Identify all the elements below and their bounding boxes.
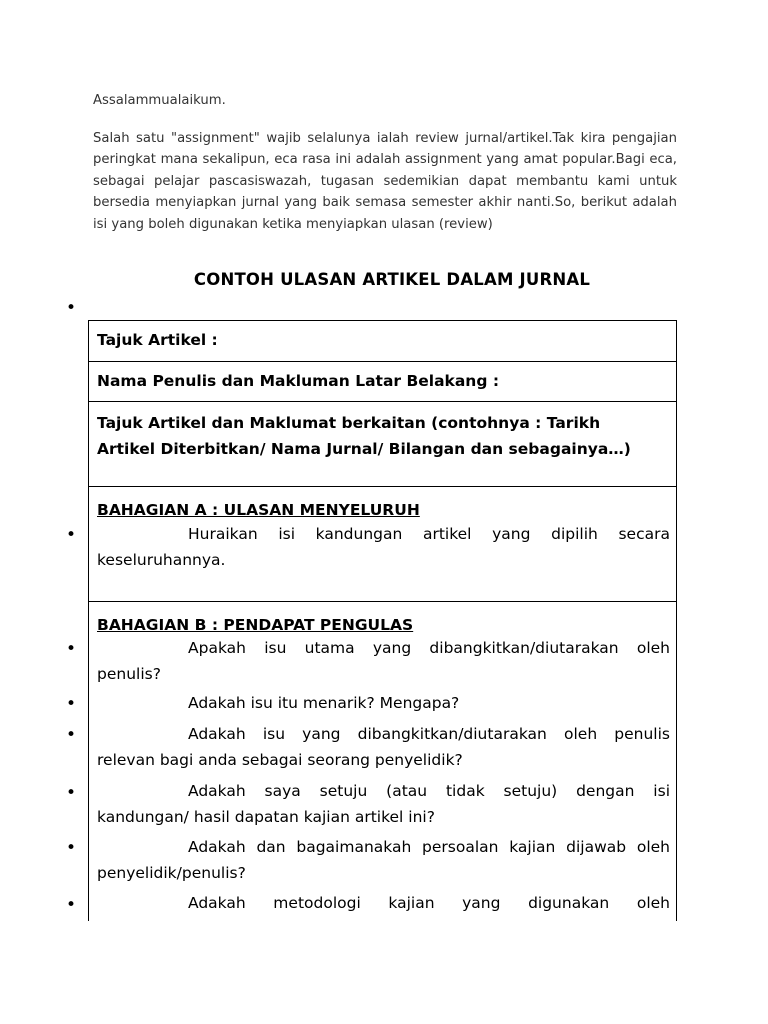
bullet: • (66, 838, 77, 858)
question-6-line1: Adakah metodologi kajian yang digunakan oleh (188, 894, 670, 912)
section-a (89, 487, 676, 602)
bullet: • (66, 895, 77, 915)
question-3-line1: Adakah isu yang dibangkitkan/diutarakan oleh penulis (188, 725, 670, 743)
question-4-line1: Adakah saya setuju (atau tidak setuju) dengan isi (188, 782, 670, 800)
row-label-nama-penulis: Nama Penulis dan Makluman Latar Belakang : (97, 372, 500, 390)
bullet: • (66, 639, 77, 659)
bullet: • (66, 525, 77, 545)
section-b-heading: BAHAGIAN B : PENDAPAT PENGULAS (97, 616, 414, 634)
document-title: CONTOH ULASAN ARTIKEL DALAM JURNAL (193, 270, 591, 289)
question-2: Adakah isu itu menarik? Mengapa? (188, 694, 460, 712)
section-a-item-line2: keseluruhannya. (97, 551, 226, 569)
section-a-item-line1: Huraikan isi kandungan artikel yang dipilih secara (188, 525, 670, 543)
question-1-line1: Apakah isu utama yang dibangkitkan/diutarakan oleh (188, 639, 670, 657)
row-label-tajuk-artikel: Tajuk Artikel : (97, 331, 218, 349)
review-template-table (88, 320, 677, 921)
question-4-line2: kandungan/ hasil dapatan kajian artikel ini? (97, 808, 435, 826)
question-1-line2: penulis? (97, 665, 161, 683)
question-5-line2: penyelidik/penulis? (97, 864, 246, 882)
bullet: • (66, 298, 77, 318)
question-5-line1: Adakah dan bagaimanakah persoalan kajian dijawab oleh (188, 838, 670, 856)
section-b (89, 602, 676, 922)
table-row (89, 321, 676, 362)
row-label-maklumat-line1: Tajuk Artikel dan Maklumat berkaitan (contohnya : Tarikh (97, 414, 601, 432)
bullet: • (66, 725, 77, 745)
table-row (89, 362, 676, 402)
bullet: • (66, 694, 77, 714)
section-a-heading: BAHAGIAN A : ULASAN MENYELURUH (97, 501, 420, 519)
greeting: Assalammualaikum. (93, 93, 226, 108)
table-row (89, 402, 676, 487)
intro-paragraph: Salah satu "assignment" wajib selalunya ialah review jurnal/artikel.Tak kira pengajian peringkat mana sekalipun, eca rasa ini adalah assignment yang amat popular.Bagi eca, sebagai pelajar pascasiswazah, tugasan sedemikian dapat membantu kami untuk bersedia menyiapkan jurnal yang baik semasa semester akhir nanti.So, berikut adalah isi yang boleh digunakan ketika menyiapkan ulasan (review) (93, 131, 677, 232)
row-label-maklumat-line2: Artikel Diterbitkan/ Nama Jurnal/ Bilangan dan sebagainya…) (97, 440, 631, 458)
question-3-line2: relevan bagi anda sebagai seorang penyelidik? (97, 751, 463, 769)
bullet: • (66, 783, 77, 803)
